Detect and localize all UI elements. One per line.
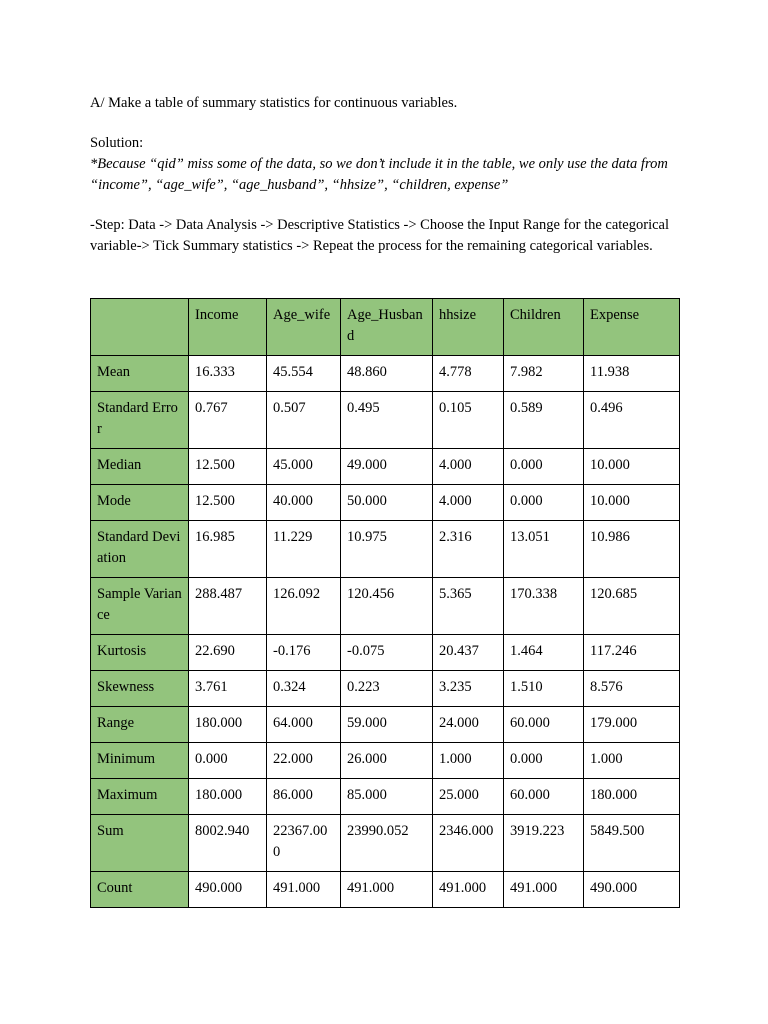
row-label: Count <box>91 872 189 908</box>
table-cell: 85.000 <box>341 779 433 815</box>
table-header-row <box>91 299 680 356</box>
table-cell: 117.246 <box>584 635 680 671</box>
table-cell: 180.000 <box>189 707 267 743</box>
table-row <box>91 779 680 815</box>
table-cell: 10.000 <box>584 449 680 485</box>
table-cell: 10.986 <box>584 521 680 578</box>
header-cell: Children <box>504 299 584 356</box>
document-body <box>90 90 680 257</box>
table-cell: 491.000 <box>267 872 341 908</box>
table-cell: 50.000 <box>341 485 433 521</box>
table-cell: 0.507 <box>267 392 341 449</box>
row-label: Minimum <box>91 743 189 779</box>
table-cell: 12.500 <box>189 485 267 521</box>
header-cell <box>91 299 189 356</box>
table-cell: 11.938 <box>584 356 680 392</box>
table-cell: 8002.940 <box>189 815 267 872</box>
table-cell: 20.437 <box>433 635 504 671</box>
table-cell: 0.223 <box>341 671 433 707</box>
table-cell: -0.075 <box>341 635 433 671</box>
table-cell: 0.324 <box>267 671 341 707</box>
table-cell: 491.000 <box>341 872 433 908</box>
solution-label: Solution: <box>90 135 144 151</box>
row-label: Standard Deviation <box>91 521 189 578</box>
table-cell: 490.000 <box>189 872 267 908</box>
table-cell: 11.229 <box>267 521 341 578</box>
table-cell: -0.176 <box>267 635 341 671</box>
table-row <box>91 392 680 449</box>
table-cell: 0.496 <box>584 392 680 449</box>
table-cell: 0.000 <box>189 743 267 779</box>
table-row <box>91 356 680 392</box>
table-cell: 60.000 <box>504 707 584 743</box>
table-cell: 49.000 <box>341 449 433 485</box>
row-label: Maximum <box>91 779 189 815</box>
row-label: Skewness <box>91 671 189 707</box>
row-label: Sample Variance <box>91 578 189 635</box>
table-cell: 120.685 <box>584 578 680 635</box>
table-cell: 490.000 <box>584 872 680 908</box>
row-label: Sum <box>91 815 189 872</box>
summary-statistics-table <box>90 298 680 908</box>
table-cell: 180.000 <box>584 779 680 815</box>
table-cell: 0.589 <box>504 392 584 449</box>
table-row <box>91 485 680 521</box>
table-cell: 64.000 <box>267 707 341 743</box>
step-instructions: -Step: Data -> Data Analysis -> Descriptive Statistics -> Choose the Input Range for the categorical variable-> Tick Summary statistics -> Repeat the process for the remaining categorical variables. <box>90 217 670 254</box>
table-cell: 170.338 <box>504 578 584 635</box>
table-cell: 22.000 <box>267 743 341 779</box>
table-row <box>91 671 680 707</box>
table-row <box>91 815 680 872</box>
table-cell: 1.000 <box>433 743 504 779</box>
table-cell: 26.000 <box>341 743 433 779</box>
table-row <box>91 578 680 635</box>
solution-note: *Because “qid” miss some of the data, so we don’t include it in the table, we only use the data from “income”, “age_wife”, “age_husband”, “hhsize”, “children, expense” <box>90 156 668 193</box>
table-cell: 2346.000 <box>433 815 504 872</box>
table-row <box>91 449 680 485</box>
table-cell: 5.365 <box>433 578 504 635</box>
table-cell: 180.000 <box>189 779 267 815</box>
table-cell: 0.000 <box>504 743 584 779</box>
table-cell: 60.000 <box>504 779 584 815</box>
header-cell: Expense <box>584 299 680 356</box>
table-cell: 40.000 <box>267 485 341 521</box>
table-cell: 179.000 <box>584 707 680 743</box>
table-cell: 1.510 <box>504 671 584 707</box>
table-cell: 23990.052 <box>341 815 433 872</box>
table-cell: 491.000 <box>504 872 584 908</box>
table-cell: 16.985 <box>189 521 267 578</box>
table-cell: 45.000 <box>267 449 341 485</box>
table-cell: 8.576 <box>584 671 680 707</box>
row-label: Standard Error <box>91 392 189 449</box>
table-cell: 3.235 <box>433 671 504 707</box>
table-cell: 7.982 <box>504 356 584 392</box>
row-label: Mean <box>91 356 189 392</box>
table-row <box>91 707 680 743</box>
table-cell: 126.092 <box>267 578 341 635</box>
table-cell: 25.000 <box>433 779 504 815</box>
table-cell: 4.000 <box>433 485 504 521</box>
table-cell: 491.000 <box>433 872 504 908</box>
table-cell: 22367.000 <box>267 815 341 872</box>
table-cell: 0.495 <box>341 392 433 449</box>
header-cell: hhsize <box>433 299 504 356</box>
table-row <box>91 872 680 908</box>
table-cell: 10.000 <box>584 485 680 521</box>
question-text: A/ Make a table of summary statistics for continuous variables. <box>90 95 458 111</box>
header-cell: Age_wife <box>267 299 341 356</box>
row-label: Kurtosis <box>91 635 189 671</box>
table-cell: 10.975 <box>341 521 433 578</box>
table-cell: 13.051 <box>504 521 584 578</box>
table-cell: 48.860 <box>341 356 433 392</box>
table-cell: 4.778 <box>433 356 504 392</box>
row-label: Median <box>91 449 189 485</box>
table-cell: 1.464 <box>504 635 584 671</box>
table-cell: 288.487 <box>189 578 267 635</box>
table-cell: 0.000 <box>504 449 584 485</box>
table-cell: 0.105 <box>433 392 504 449</box>
table-cell: 22.690 <box>189 635 267 671</box>
table-cell: 0.767 <box>189 392 267 449</box>
table-row <box>91 635 680 671</box>
table-cell: 4.000 <box>433 449 504 485</box>
table-cell: 24.000 <box>433 707 504 743</box>
row-label: Range <box>91 707 189 743</box>
table-cell: 59.000 <box>341 707 433 743</box>
table-row <box>91 743 680 779</box>
table-cell: 86.000 <box>267 779 341 815</box>
table-cell: 45.554 <box>267 356 341 392</box>
table-cell: 12.500 <box>189 449 267 485</box>
table-cell: 120.456 <box>341 578 433 635</box>
header-cell: Age_Husband <box>341 299 433 356</box>
table-cell: 0.000 <box>504 485 584 521</box>
table-cell: 16.333 <box>189 356 267 392</box>
table-cell: 3.761 <box>189 671 267 707</box>
table-cell: 3919.223 <box>504 815 584 872</box>
table-cell: 1.000 <box>584 743 680 779</box>
table-row <box>91 521 680 578</box>
table-cell: 2.316 <box>433 521 504 578</box>
table-cell: 5849.500 <box>584 815 680 872</box>
header-cell: Income <box>189 299 267 356</box>
row-label: Mode <box>91 485 189 521</box>
